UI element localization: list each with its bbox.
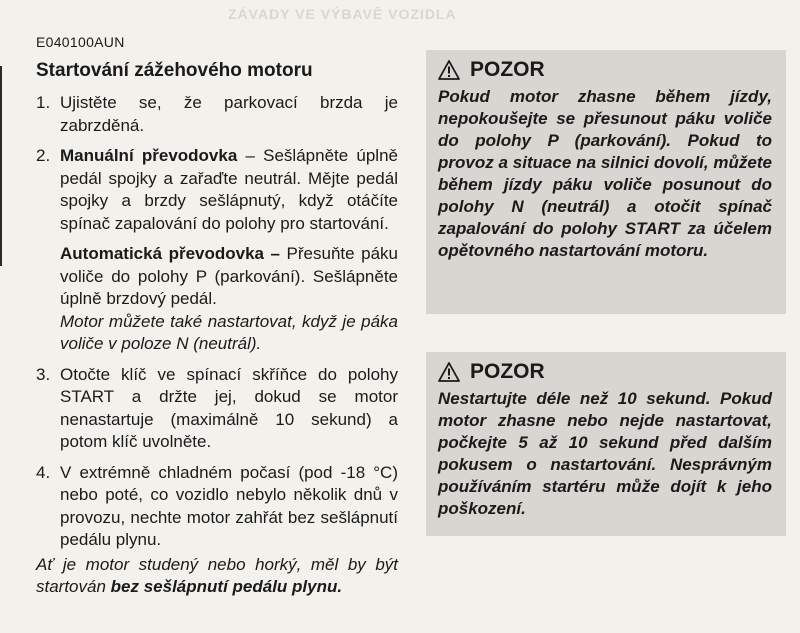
step-number: 4.	[36, 462, 51, 482]
caution-heading: POZOR	[470, 58, 545, 81]
step-3	[36, 364, 398, 454]
step-2	[36, 145, 398, 235]
caution-box-2	[426, 352, 786, 536]
closing-note: Ať je motor studený nebo horký, měl by být startován bez sešlápnutí pedálu plynu.	[36, 554, 398, 596]
page-edge-line	[0, 66, 2, 266]
step-number: 3.	[36, 364, 51, 384]
step-2-automatic	[60, 243, 398, 311]
step-1	[36, 92, 398, 137]
step-text: Otočte klíč ve spínací skříňce do polohy START a držte jej, dokud se motor nenastartuje (maximálně 10 sekund) a potom klíč uvolněte.	[60, 364, 398, 451]
caution-text: Nestartujte déle než 10 sekund. Pokud motor zhasne nebo nejde nastartovat, počkejte 5 až 10 sekund před dalším pokusem o nastartování. Nesprávným používáním startéru může dojít k jeho poškození.	[438, 389, 772, 518]
step-text: – Sešlápněte úplně pedál spojky a zařaďte neutrál. Mějte pedál spojky a brzdy sešlápnutý, když otáčíte spínač zapalování do polohy pro startování.	[60, 146, 398, 233]
document-code: E040100AUN	[36, 34, 125, 50]
step-text: Ujistěte se, že parkovací brzda je zabrzděná.	[60, 93, 398, 135]
warning-triangle-icon	[438, 362, 460, 382]
automatic-transmission-label: Automatická převodovka –	[60, 244, 280, 263]
step-text: Přesuňte páku voliče do polohy P (parkování). Sešlápněte úplně brzdový pedál.	[60, 244, 398, 308]
closing-emphasis: bez sešlápnutí pedálu plynu.	[110, 577, 343, 596]
step-4	[36, 462, 398, 552]
manual-transmission-label: Manuální převodovka	[60, 146, 238, 165]
bleed-through-header: ZÁVADY VE VÝBAVĚ VOZIDLA	[228, 6, 457, 22]
step-number: 2.	[36, 146, 51, 165]
section-title: Startování zážehového motoru	[36, 60, 313, 81]
caution-text: Pokud motor zhasne během jízdy, nepokoušejte se přesunout páku voliče do polohy P (parkování). Pokud to provoz a situace na silnici dovolí, můžete během jízdy páku voliče posunout do polohy N (neutrál) a otočit spínač zapalování do polohy START za účelem opětovného nastartování motoru.	[438, 87, 772, 260]
caution-heading: POZOR	[470, 360, 545, 383]
instructions-column	[36, 92, 398, 599]
caution-box-1	[426, 50, 786, 314]
step-number: 1.	[36, 93, 51, 112]
step-text: V extrémně chladném počasí (pod -18 °C) nebo poté, co vozidlo nebylo několik dnů v provozu, nechte motor zahřát bez sešlápnutí pedálu plynu.	[60, 462, 398, 549]
warning-triangle-icon	[438, 60, 460, 80]
step-2-note: Motor můžete také nastartovat, když je páka voliče v poloze N (neutrál).	[60, 311, 398, 353]
